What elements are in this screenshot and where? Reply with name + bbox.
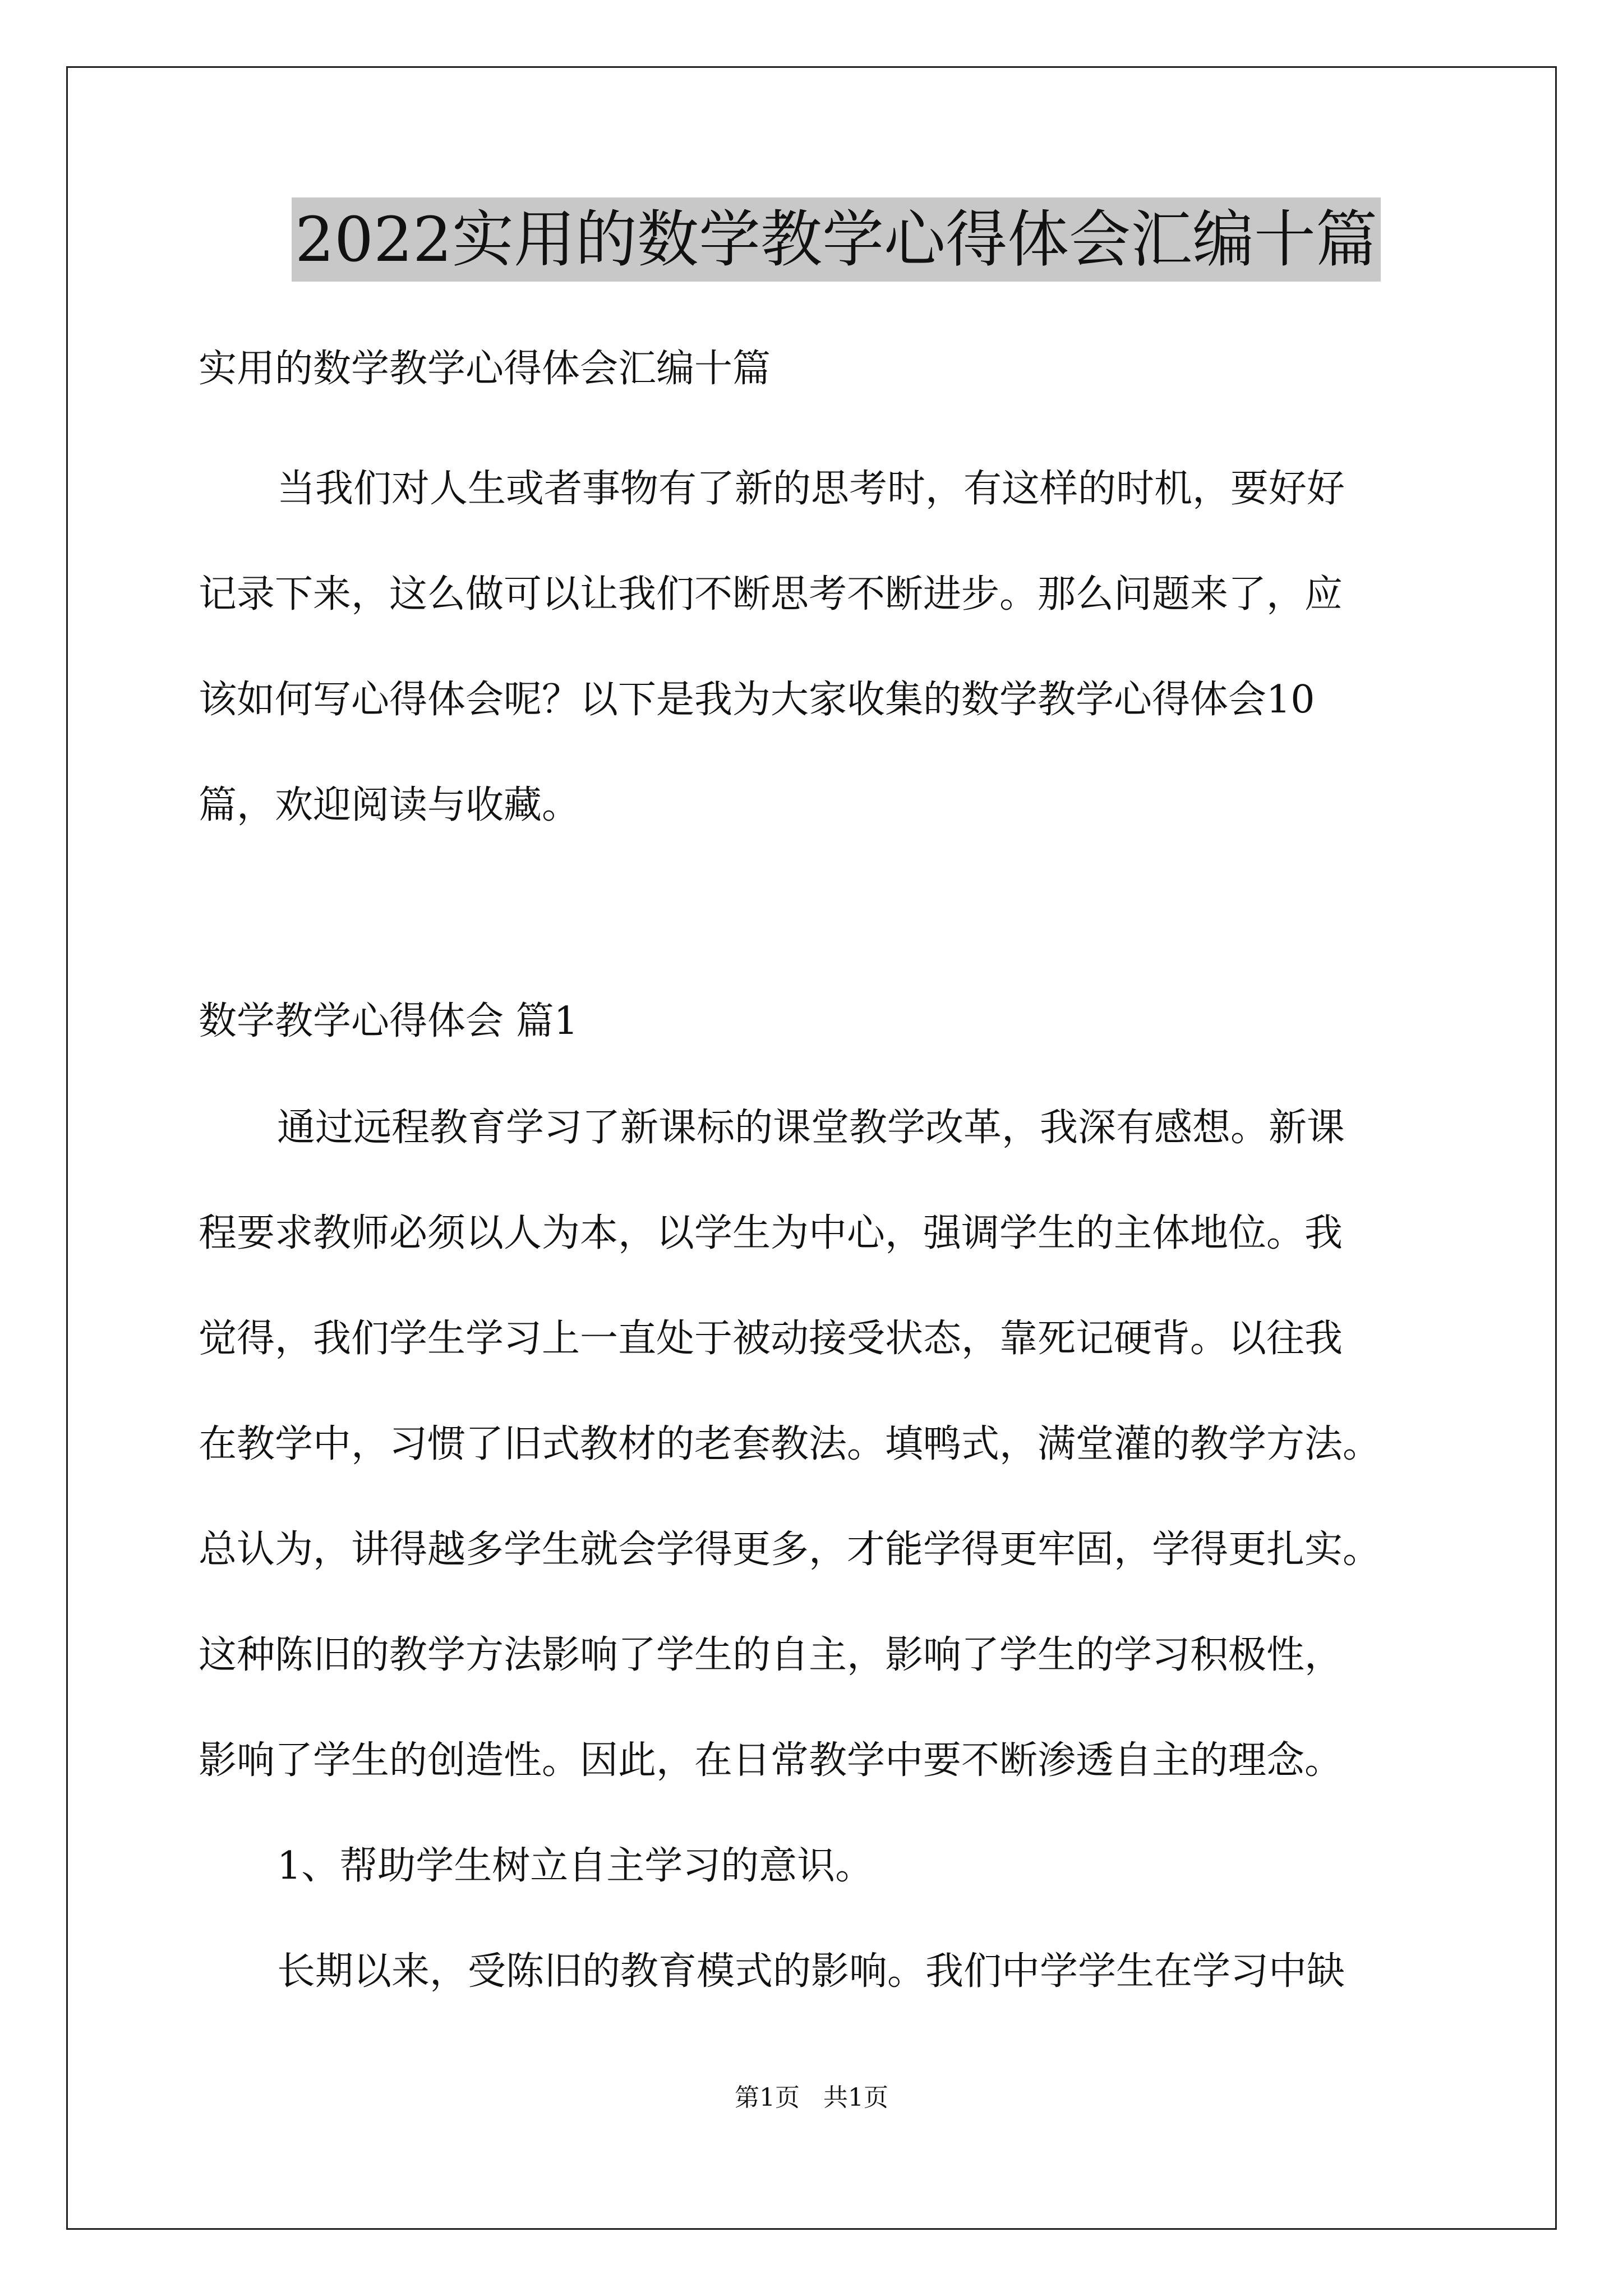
intro-line: 当我们对人生或者事物有了新的思考时，有这样的时机，要好好 [277,467,1345,511]
section-line: 长期以来，受陈旧的教育模式的影响。我们中学学生在学习中缺 [277,1949,1345,1994]
section-line: 通过远程教育学习了新课标的课堂教学改革，我深有感想。新课 [277,1106,1345,1150]
document-title: 2022实用的数学教学心得体会汇编十篇 [292,197,1381,282]
section-line: 觉得，我们学生学习上一直处于被动接受状态，靠死记硬背。以往我 [199,1317,1343,1361]
intro-line: 篇，欢迎阅读与收藏。 [199,783,580,827]
section-line: 在教学中，习惯了旧式教材的老套教法。填鸭式，满堂灌的教学方法。 [199,1422,1381,1466]
intro-line: 该如何写心得体会呢？以下是我为大家收集的数学教学心得体会10 [199,678,1315,722]
point-heading: 1、帮助学生树立自主学习的意识。 [277,1844,874,1888]
section-line: 总认为，讲得越多学生就会学得更多，才能学得更牢固，学得更扎实。 [199,1527,1381,1572]
section-line: 影响了学生的创造性。因此，在日常教学中要不断渗透自主的理念。 [199,1738,1343,1783]
section-line: 程要求教师必须以人为本，以学生为中心，强调学生的主体地位。我 [199,1211,1343,1255]
page-footer: 第1页 共1页 [735,2083,888,2112]
section-heading: 数学教学心得体会 篇1 [199,999,578,1043]
intro-line: 记录下来，这么做可以让我们不断思考不断进步。那么问题来了，应 [199,572,1343,616]
section-line: 这种陈旧的教学方法影响了学生的自主，影响了学生的学习积极性， [199,1633,1343,1677]
document-subtitle: 实用的数学教学心得体会汇编十篇 [199,347,771,391]
